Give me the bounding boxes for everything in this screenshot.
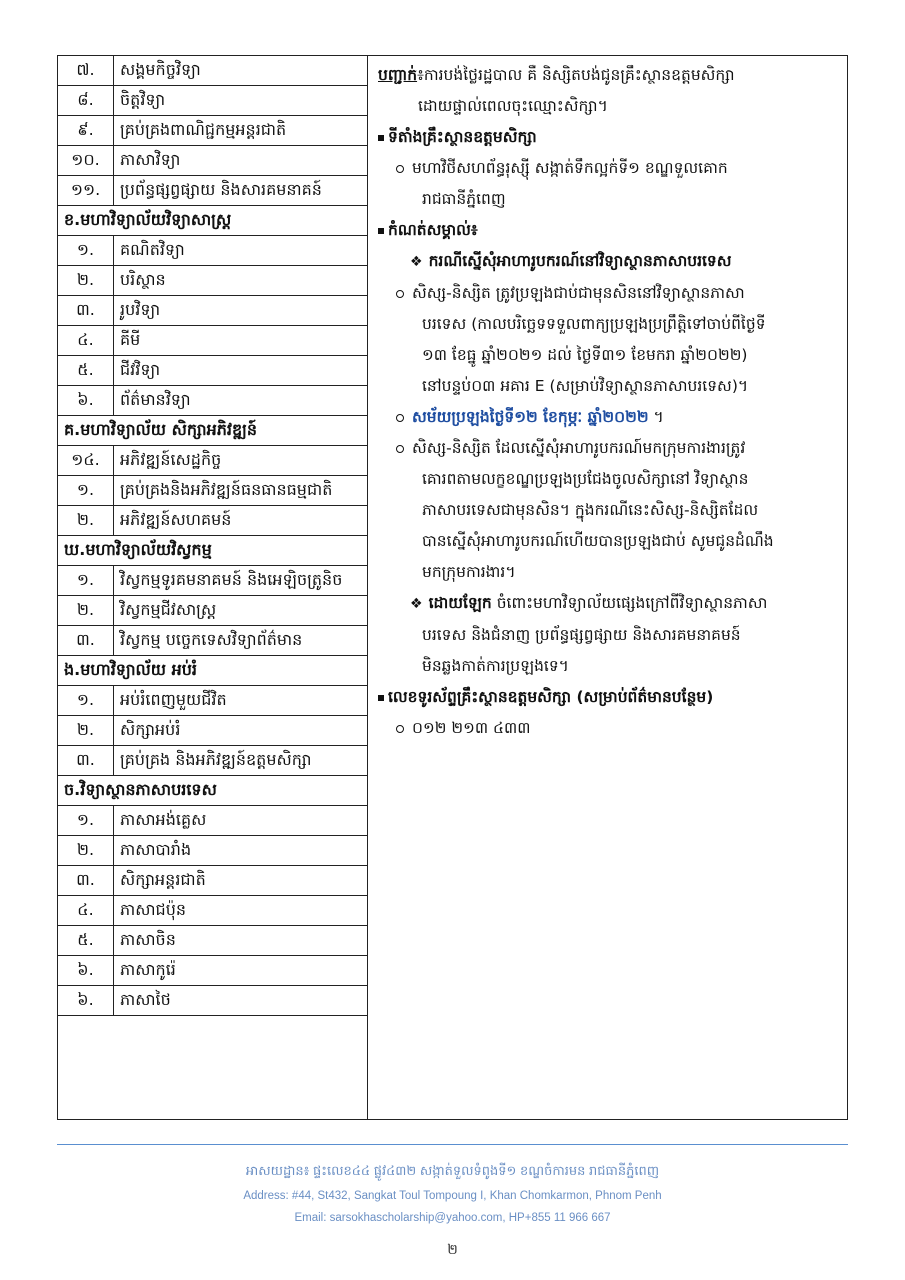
- square-bullet-icon: [378, 228, 384, 234]
- note-label: បញ្ជាក់: [378, 66, 418, 84]
- ifl-p3-line: ភាសាបរទេសជាមុនសិន។ ក្នុងករណីនេះសិស្ស-និស្សិតដែល: [422, 501, 759, 519]
- location-line: មហាវិថីសហព័ន្ធរុស្ស៊ី សង្កាត់ទឹកល្អក់ទី១ ខណ្ឌទួលគោក: [378, 153, 840, 184]
- table-row: [58, 566, 368, 596]
- row-number: ៧.: [58, 56, 114, 86]
- row-number: ៦.: [58, 386, 114, 416]
- table-row: [58, 86, 368, 116]
- row-number: ៤.: [58, 326, 114, 356]
- table-row: [58, 266, 368, 296]
- row-number: ៩.: [58, 116, 114, 146]
- table-row: [58, 866, 368, 896]
- row-number: ១០.: [58, 146, 114, 176]
- phone-number: ០១២ ២១៣ ៤៣៣: [378, 713, 840, 744]
- table-row: [58, 746, 368, 776]
- ifl-paragraph-1: សិស្ស-និស្សិត ត្រូវប្រឡងជាប់ជាមុនសិននៅវិទ្យាស្ថានភាសា: [378, 278, 840, 309]
- table-section-row: [58, 416, 368, 446]
- square-bullet-icon: [378, 135, 384, 141]
- program-name: ភាសាថៃ: [114, 986, 368, 1016]
- row-number: ៦.: [58, 986, 114, 1016]
- row-number: ៨.: [58, 86, 114, 116]
- table-row: [58, 836, 368, 866]
- ifl-p1-line: នៅបន្ទប់០៣ អគារ E (សម្រាប់វិទ្យាស្ថានភាសាបរទេស)។: [422, 377, 749, 395]
- program-name: ប្រព័ន្ធផ្សព្វផ្សាយ និងសារគមនាគន៍: [114, 176, 368, 206]
- row-number: ១.: [58, 566, 114, 596]
- section-title: ឃ.មហាវិទ្យាល័យវិស្វកម្ម: [58, 536, 368, 566]
- row-number: ១៤.: [58, 446, 114, 476]
- circle-bullet-icon: [396, 725, 404, 733]
- program-name: ភាសាបារាំង: [114, 836, 368, 866]
- row-number: ៥.: [58, 926, 114, 956]
- ifl-heading: ❖ ករណីស្នើសុំអាហារូបករណ៍នៅវិទ្យាស្ថានភាសាបរទេស: [410, 252, 732, 270]
- row-number: ៣.: [58, 866, 114, 896]
- section-title: គ.មហាវិទ្យាល័យ សិក្សាអភិវឌ្ឍន៍: [58, 416, 368, 446]
- table-section-row: [58, 536, 368, 566]
- program-name: ព័ត៌មានវិទ្យា: [114, 386, 368, 416]
- program-name: សិក្សាអប់រំ: [114, 716, 368, 746]
- row-number: ២.: [58, 266, 114, 296]
- table-row: [58, 986, 368, 1016]
- phone-heading: លេខទូរស័ព្ទគ្រឹះស្ថានឧត្តមសិក្សា (សម្រាប់ព័ត៌មានបន្ថែម): [378, 682, 840, 713]
- program-name: វិស្វកម្មជីវសាស្ត្រ: [114, 596, 368, 626]
- program-name: អភិវឌ្ឍន៍សហគមន៍: [114, 506, 368, 536]
- row-number: ៦.: [58, 956, 114, 986]
- row-number: ៤.: [58, 896, 114, 926]
- footer-contact: Email: sarsokhascholarship@yahoo.com, HP+855 11 966 667: [294, 1212, 611, 1224]
- table-row: [58, 806, 368, 836]
- program-name: ចិត្តវិទ្យា: [114, 86, 368, 116]
- table-row: [58, 896, 368, 926]
- footer-address-km: អាសយដ្ឋាន៖ ផ្ទះលេខ៤៤ ផ្លូវ៤៣២ សង្កាត់ទួលទំពូងទី១ ខណ្ឌចំការមន រាជធានីភ្នំពេញ: [245, 1163, 660, 1178]
- note-paragraph: [378, 60, 840, 91]
- row-number: ១១.: [58, 176, 114, 206]
- row-number: ២.: [58, 596, 114, 626]
- section-title: ច.វិទ្យាស្ថានភាសាបរទេស: [58, 776, 368, 806]
- program-name: ភាសាចិន: [114, 926, 368, 956]
- table-row: [58, 236, 368, 266]
- ifl-p1-line: ១៣ ខែធ្នូ ឆ្នាំ២០២១ ដល់ ថ្ងៃទី៣១ ខែមករា ឆ្នាំ២០២២): [422, 346, 748, 364]
- table-row: [58, 386, 368, 416]
- ifl-p3-line: បានស្នើសុំអាហារូបករណ៍ហើយបានប្រឡងជាប់ សូមជូនដំណឹង: [422, 532, 774, 550]
- program-name: វិស្វកម្ម បច្ចេកទេសវិទ្យាព័ត៌មាន: [114, 626, 368, 656]
- location-line-2: រាជធានីភ្នំពេញ: [422, 190, 506, 208]
- note-continuation: ដោយផ្ទាល់ពេលចុះឈ្មោះសិក្សា។: [418, 97, 608, 115]
- section-title: ខ.មហាវិទ្យាល័យវិទ្យាសាស្ត្រ: [58, 206, 368, 236]
- program-name: គ្រប់គ្រង និងអភិវឌ្ឍន៍ឧត្តមសិក្សា: [114, 746, 368, 776]
- table-row: [58, 116, 368, 146]
- program-name: វិស្វកម្មទូរគមនាគមន៍ និងអេឡិចត្រូនិច: [114, 566, 368, 596]
- program-name: ភាសាអង់គ្លេស: [114, 806, 368, 836]
- table-row: [58, 596, 368, 626]
- row-number: ១.: [58, 236, 114, 266]
- table-row: [58, 506, 368, 536]
- table-row: [58, 716, 368, 746]
- table-row: [58, 686, 368, 716]
- remarks-heading: កំណត់សម្គាល់៖: [378, 215, 840, 246]
- ifl-p1-line: បរទេស (កាលបរិច្ឆេទទទួលពាក្យប្រឡងប្រព្រឹត្តិទៅចាប់ពីថ្ងៃទី: [422, 315, 766, 333]
- program-name: គ្រប់គ្រងនិងអភិវឌ្ឍន៍ធនធានធម្មជាតិ: [114, 476, 368, 506]
- notes-column: [378, 60, 840, 744]
- program-name: សិក្សាអន្តរជាតិ: [114, 866, 368, 896]
- table-row: [58, 956, 368, 986]
- square-bullet-icon: [378, 695, 384, 701]
- ifl-p3-line: មកក្រុមការងារ។: [422, 563, 516, 581]
- separately-paragraph: ❖ ដោយឡែក ចំពោះមហាវិទ្យាល័យផ្សេងក្រៅពីវិទ្យាស្ថានភាសា: [410, 594, 768, 612]
- table-row: [58, 476, 368, 506]
- row-number: ១.: [58, 686, 114, 716]
- circle-bullet-icon: [396, 165, 404, 173]
- circle-bullet-icon: [396, 414, 404, 422]
- exam-date: សម័យប្រឡងថ្ងៃទី១២ ខែកុម្ភៈ ឆ្នាំ២០២២ ។: [378, 402, 840, 433]
- footer-divider: [57, 1144, 848, 1145]
- program-name: គណិតវិទ្យា: [114, 236, 368, 266]
- table-row: [58, 446, 368, 476]
- table-row: [58, 56, 368, 86]
- row-number: ៣.: [58, 746, 114, 776]
- page-number: ២: [447, 1242, 458, 1258]
- program-name: បរិស្ថាន: [114, 266, 368, 296]
- row-number: ៥.: [58, 356, 114, 386]
- program-name: ភាសាកូរ៉េ: [114, 956, 368, 986]
- ifl-paragraph-3: សិស្ស-និស្សិត ដែលស្នើសុំអាហារូបករណ៍មកក្រុមការងារត្រូវ: [378, 433, 840, 464]
- table-section-row: [58, 206, 368, 236]
- program-name: សង្គមកិច្ចវិទ្យា: [114, 56, 368, 86]
- ifl-p3-line: គោរពតាមលក្ខខណ្ឌប្រឡងប្រជែងចូលសិក្សានៅ វិទ្យាស្ថាន: [422, 470, 749, 488]
- note-text: ៖ការបង់ថ្លៃរដ្ឋបាល គឺ និស្សិតបង់ជូនគ្រឹះស្ថានឧត្តមសិក្សា: [417, 66, 735, 84]
- table-row: [58, 296, 368, 326]
- row-number: ៣.: [58, 626, 114, 656]
- programs-table: [57, 55, 368, 1016]
- row-number: ២.: [58, 716, 114, 746]
- table-row: [58, 326, 368, 356]
- row-number: ២.: [58, 506, 114, 536]
- table-row: [58, 176, 368, 206]
- table-section-row: [58, 656, 368, 686]
- diamond-bullet-icon: ❖: [410, 596, 423, 612]
- separately-line: មិនឆ្លងកាត់ការប្រឡងទេ។: [422, 657, 569, 675]
- program-name: ជីវវិទ្យា: [114, 356, 368, 386]
- program-name: ភាសាវិទ្យា: [114, 146, 368, 176]
- diamond-bullet-icon: ❖: [410, 254, 423, 270]
- footer-address-en: Address: #44, St432, Sangkat Toul Tompoung I, Khan Chomkarmon, Phnom Penh: [243, 1190, 662, 1202]
- table-row: [58, 926, 368, 956]
- row-number: ២.: [58, 836, 114, 866]
- program-name: រូបវិទ្យា: [114, 296, 368, 326]
- table-row: [58, 356, 368, 386]
- program-name: អភិវឌ្ឍន៍សេដ្ឋកិច្ច: [114, 446, 368, 476]
- circle-bullet-icon: [396, 445, 404, 453]
- separately-line: បរទេស និងជំនាញ ប្រព័ន្ធផ្សព្វផ្សាយ និងសារគមនាគមន៍: [422, 626, 741, 644]
- table-row: [58, 146, 368, 176]
- program-name: អប់រំពេញមួយជីវិត: [114, 686, 368, 716]
- table-row: [58, 626, 368, 656]
- table-section-row: [58, 776, 368, 806]
- location-heading: ទីតាំងគ្រឹះស្ថានឧត្តមសិក្សា: [378, 122, 840, 153]
- program-name: គីមី: [114, 326, 368, 356]
- circle-bullet-icon: [396, 290, 404, 298]
- row-number: ៣.: [58, 296, 114, 326]
- section-title: ង.មហាវិទ្យាល័យ អប់រំ: [58, 656, 368, 686]
- program-name: គ្រប់គ្រងពាណិជ្ជកម្មអន្តរជាតិ: [114, 116, 368, 146]
- row-number: ១.: [58, 806, 114, 836]
- program-name: ភាសាជប៉ុន: [114, 896, 368, 926]
- row-number: ១.: [58, 476, 114, 506]
